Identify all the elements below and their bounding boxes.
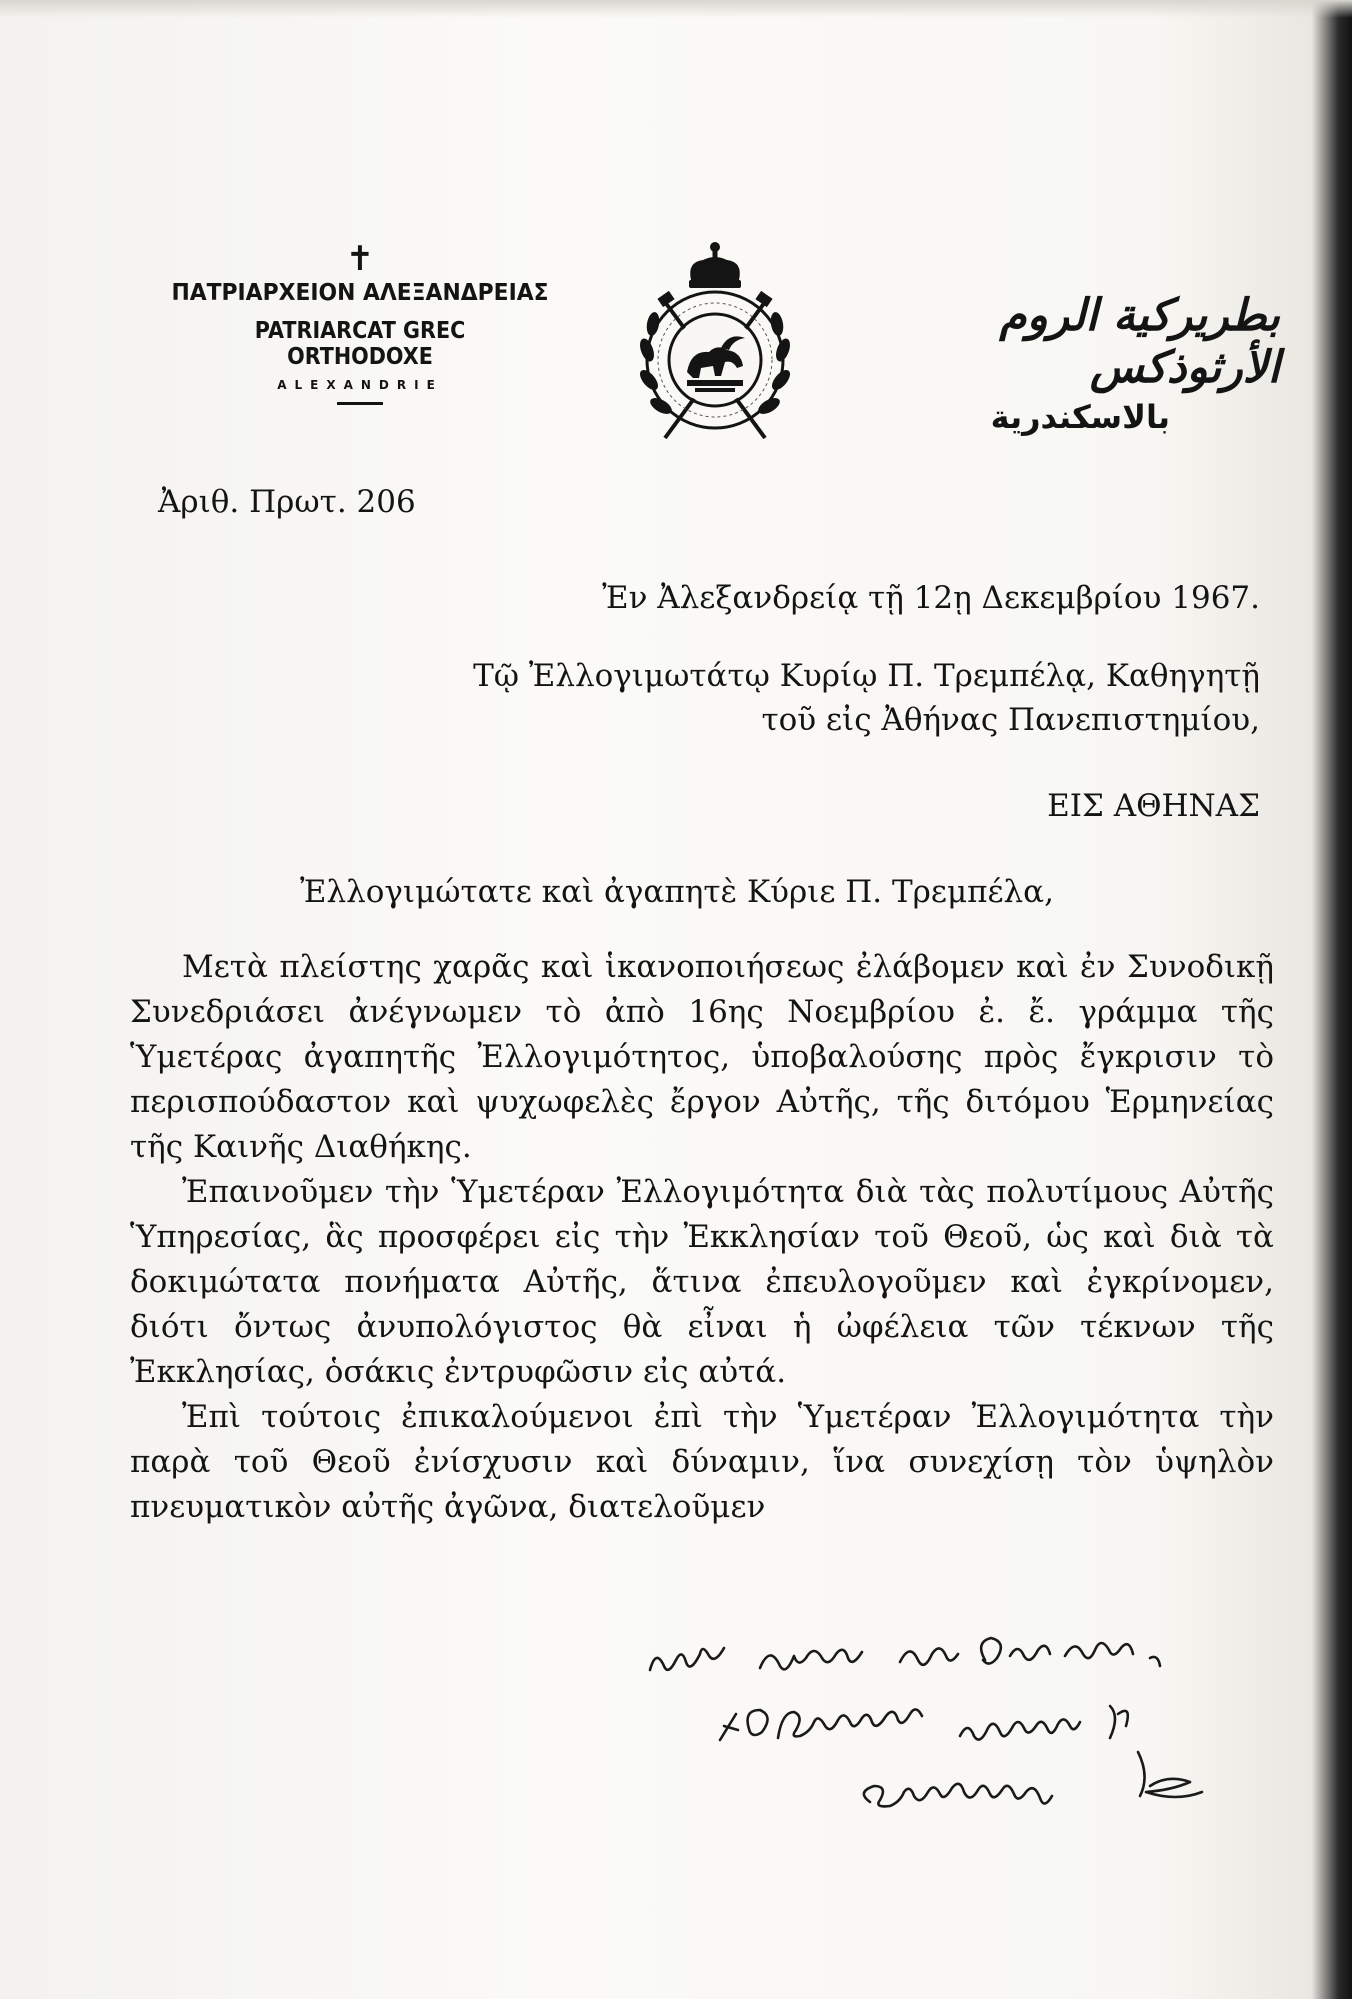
letterhead-right (900, 290, 1280, 440)
page-top-edge (0, 0, 1352, 18)
patriarchal-seal-icon (625, 240, 805, 445)
body-paragraph-3: Ἐπὶ τούτοις ἐπικαλούμενοι ἐπὶ τὴν Ὑμετέραν Ἐλλογιμότητα τὴν παρὰ τοῦ Θεοῦ ἐνίσχυσιν καὶ δύναμιν, ἵνα συνεχίσῃ τὸν ὑψηλὸν πνευματικὸν αὐτῆς ἀγῶνα, διατελοῦμεν (130, 1399, 1274, 1525)
body-paragraph-1: Μετὰ πλείστης χαρᾶς καὶ ἱκανοποιήσεως ἐλάβομεν καὶ ἐν Συνοδικῇ Συνεδριάσει ἀνέγνωμεν τὸ ἀπὸ 16ης Νοεμβρίου ἐ. ἔ. γράμμα τῆς Ὑμετέρας ἀγαπητῆς Ἐλλογιμότητος, ὑποβαλούσης πρὸς ἔγκρισιν τὸ περισπούδαστον καὶ ψυχωφελὲς ἔργον Αὐτῆς, τῆς διτόμου Ἑρμηνείας τῆς Καινῆς Διαθήκης. (130, 949, 1274, 1165)
address-line2: τοῦ εἰς Ἀθήνας Πανεπιστημίου, (761, 702, 1260, 738)
address-line1: Τῷ Ἐλλογιμωτάτῳ Κυρίῳ Π. Τρεμπέλᾳ, Καθηγητῇ (473, 658, 1260, 694)
address-destination: ΕΙΣ ΑΘΗΝΑΣ (1047, 788, 1260, 824)
letterhead-french-name: PATRIARCAT GREC ORTHODOXE (254, 318, 466, 370)
letterhead-greek-name: ΠΑΤΡΙΑΡΧΕΙΟΝ ΑΛΕΞΑΝΔΡΕΙΑΣ (171, 280, 549, 306)
handwritten-signature-icon (640, 1610, 1260, 1870)
letterhead-arabic-line1: بطريركية الروم الأرثوذكس (999, 290, 1280, 393)
protocol-number: Ἀριθ. Πρωτ. 206 (158, 484, 416, 520)
letter-body (130, 945, 1274, 1530)
body-paragraph-2: Ἐπαινοῦμεν τὴν Ὑμετέραν Ἐλλογιμότητα διὰ τὰς πολυτίμους Αὐτῆς Ὑπηρεσίας, ἃς προσφέρει εἰς τὴν Ἐκκλησίαν τοῦ Θεοῦ, ὡς καὶ διὰ τὰ δοκιμώτατα πονήματα Αὐτῆς, ἅτινα ἐπευλογοῦμεν καὶ ἐγκρίνομεν, διότι ὄντως ἀνυπολόγιστος θὰ εἶναι ἡ ὠφέλεια τῶν τέκνων τῆς Ἐκκλησίας, ὁσάκις ἐντρυφῶσιν εἰς αὐτά. (130, 1174, 1274, 1390)
letterhead-arabic-line2: بالاسكندرية (990, 398, 1170, 436)
salutation: Ἐλλογιμώτατε καὶ ἀγαπητὲ Κύριε Π. Τρεμπέλα, (300, 874, 1054, 910)
date-line: Ἐν Ἀλεξανδρείᾳ τῇ 12ῃ Δεκεμβρίου 1967. (602, 580, 1260, 616)
cross-icon: ✝ (345, 239, 375, 279)
letterhead-rule (337, 402, 383, 405)
letterhead-city: ALEXANDRIE (277, 378, 443, 392)
letterhead-left (160, 240, 560, 405)
